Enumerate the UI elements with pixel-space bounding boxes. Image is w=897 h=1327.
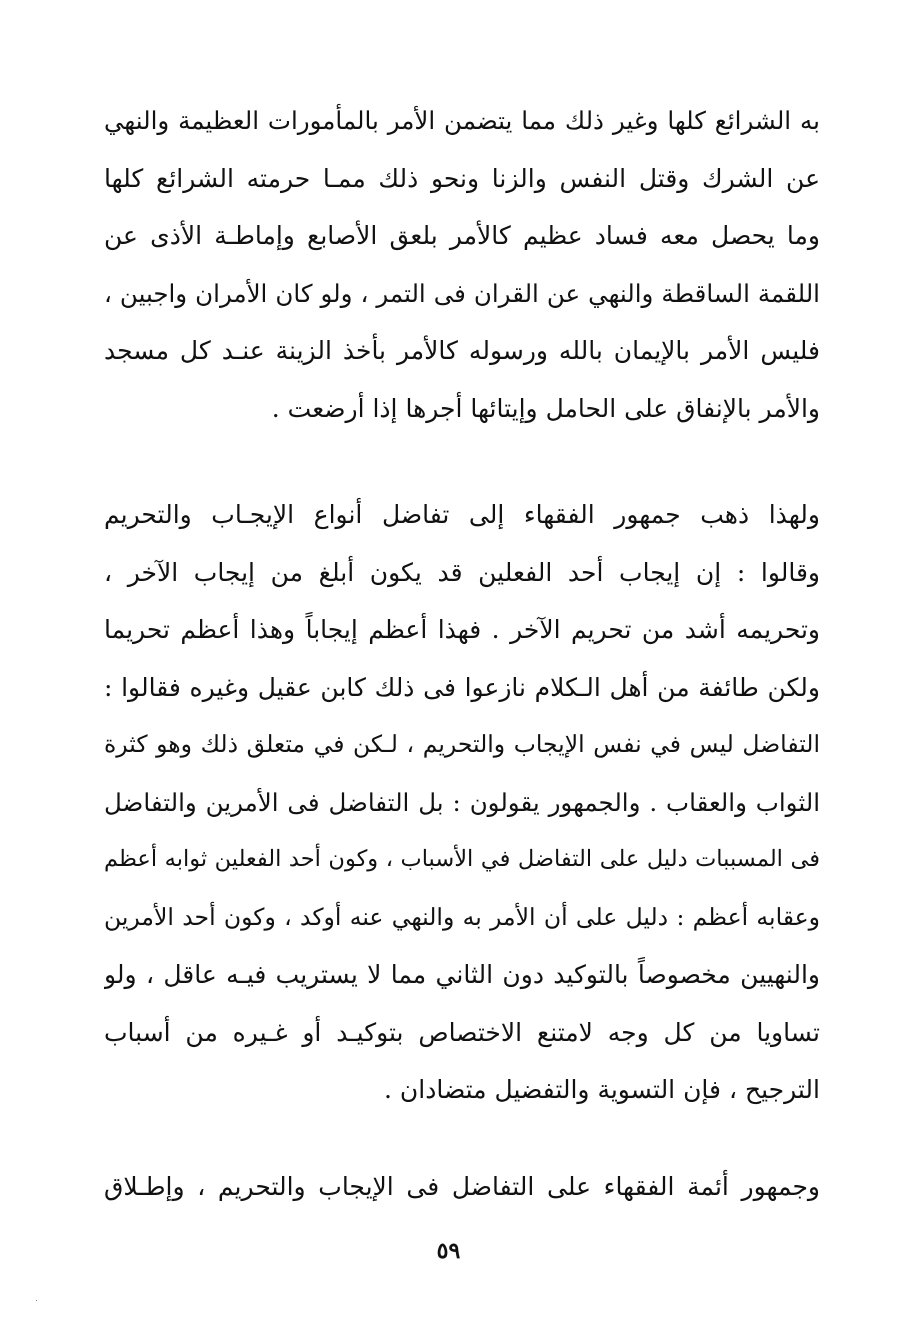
paragraph-2: [104, 486, 820, 1119]
text-line: والأمر بالإنفاق على الحامل وإيتائها أجرها إذا أرضعت .: [271, 393, 820, 423]
text-line: ولكن طائفة من أهل الـكلام نازعوا فى ذلك كابن عقيل وغيره فقالوا :: [104, 672, 820, 702]
text-line: وما يحصل معه فساد عظيم كالأمر بلعق الأصابع وإماطـة الأذى عن: [104, 221, 820, 250]
text-line: وتحريمه أشد من تحريم الآخر . فهذا أعظم إيجاباً وهذا أعظم تحريما: [104, 615, 820, 644]
scan-speck: [36, 1300, 37, 1301]
text-line: والنهيين مخصوصاً بالتوكيد دون الثاني مما لا يستريب فيـه عاقل ، ولو: [104, 960, 820, 989]
text-line: اللقمة الساقطة والنهي عن القران فى التمر ، ولو كان الأمران واجبين ،: [104, 278, 820, 308]
text-line: به الشرائع كلها وغير ذلك مما يتضمن الأمر بالمأمورات العظيمة والنهي: [104, 106, 820, 135]
text-line: تساويا من كل وجه لامتنع الاختصاص بتوكيـد أو غـيره من أسباب: [104, 1017, 820, 1047]
text-line: الترجيح ، فإن التسوية والتفضيل متضادان .: [384, 1075, 820, 1104]
text-line: الثواب والعقاب . والجمهور يقولون : بل التفاضل فى الأمرين والتفاضل: [104, 787, 820, 817]
text-line: ولهذا ذهب جمهور الفقهاء إلى تفاضل أنواع الإيجـاب والتحريم: [104, 500, 820, 529]
text-line: وقالوا : إن إيجاب أحد الفعلين قد يكون أبلغ من إيجاب الآخر ،: [104, 557, 820, 587]
text-line: التفاضل ليس في نفس الإيجاب والتحريم ، لـكن في متعلق ذلك وهو كثرة: [104, 730, 820, 758]
page-number: ٥٩: [436, 1238, 461, 1264]
text-line: عن الشرك وقتل النفس والزنا ونحو ذلك ممـا حرمته الشرائع كلها: [104, 163, 820, 193]
text-line: فليس الأمر بالإيمان بالله ورسوله كالأمر بأخذ الزينة عنـد كل مسجد: [104, 336, 820, 365]
paragraph-3: [104, 1158, 820, 1216]
text-line: وجمهور أئمة الفقهاء على التفاضل فى الإيجاب والتحريم ، وإطـلاق: [104, 1172, 820, 1201]
text-line: فى المسببات دليل على التفاضل في الأسباب ، وكون أحد الفعلين ثوابه أعظم: [104, 846, 820, 872]
text-line: وعقابه أعظم : دليل على أن الأمر به والنهي عنه أوكد ، وكون أحد الأمرين: [104, 902, 820, 931]
paragraph-1: [104, 92, 820, 437]
